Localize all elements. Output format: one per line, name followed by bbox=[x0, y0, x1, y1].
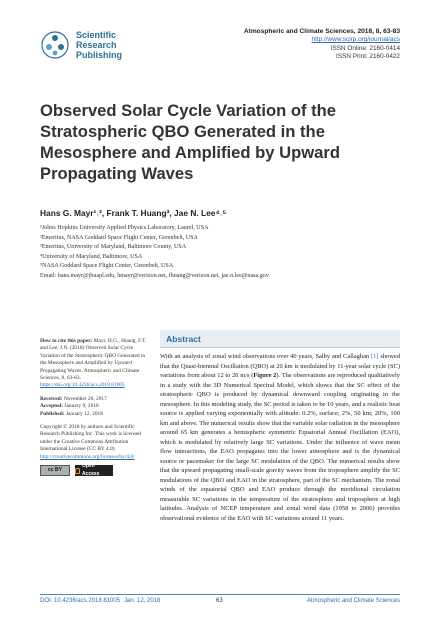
published-date: January 12, 2018 bbox=[65, 410, 103, 417]
publisher-name bbox=[76, 30, 122, 60]
figure-reference: Figure 2 bbox=[253, 372, 277, 379]
footer-journal: Atmospheric and Climate Sciences bbox=[306, 598, 400, 604]
affiliation-item: ⁴University of Maryland, Baltimore, USA bbox=[40, 253, 143, 260]
journal-citation: Atmospheric and Climate Sciences, 2018, 8, 63-83 bbox=[243, 28, 400, 35]
affiliation-item: ²Emeritus, NASA Goddard Space Flight Center, Greenbelt, USA bbox=[40, 234, 198, 241]
paper-title bbox=[40, 100, 380, 184]
page-number: 63 bbox=[216, 598, 223, 604]
abstract-heading: Abstract bbox=[166, 334, 201, 344]
publisher-logo bbox=[40, 28, 190, 64]
abstract-body bbox=[160, 352, 400, 523]
accepted-date: January 9, 2018 bbox=[64, 403, 99, 410]
license-badges bbox=[40, 465, 152, 476]
article-sidebar bbox=[40, 338, 152, 482]
cite-text: Mayr, H.G., Huang, F.T. and Lee, J.N. (2018) Observed Solar Cycle Variation of the Stratospheric QBO Generated in the Mesosphere and Amplified by Upward Propagating Waves. Atmospheric and Climate Sciences, 8, 63-83. bbox=[40, 338, 147, 382]
copyright-text: Copyright © 2018 by authors and Scientific Research Publishing Inc. This work is licensed under the Creative Commons Attribution International License (CC BY 4.0). bbox=[40, 424, 141, 453]
issn-print: ISSN Print: 2160-0422 bbox=[336, 52, 400, 60]
author-emails: Email: hans.mayr@jhuapl.edu, hmayr@verizon.net, fhuang@verizon.net, jae.n.lee@nasa.gov bbox=[40, 272, 269, 279]
cc-by-badge[interactable]: cc BY bbox=[40, 465, 70, 476]
scirp-logo-icon bbox=[40, 30, 70, 60]
accepted-label: Accepted: bbox=[40, 403, 64, 410]
open-access-label: Open Access bbox=[81, 463, 100, 477]
journal-url-link[interactable]: http://www.scirp.org/journal/acs bbox=[311, 36, 400, 44]
dates-block bbox=[40, 396, 152, 418]
footer-divider bbox=[40, 594, 400, 595]
received-date: November 26, 2017 bbox=[63, 395, 107, 402]
cite-doi-link[interactable]: https://doi.org/10.4236/acs.2018.81005 bbox=[40, 382, 125, 389]
affiliations bbox=[40, 224, 400, 282]
affiliation-item: ¹Johns Hopkins University Applied Physics Laboratory, Laurel, USA bbox=[40, 225, 209, 231]
author-list: Hans G. Mayr¹˒², Frank T. Huang³, Jae N. Lee⁴˒⁵ bbox=[40, 208, 227, 218]
license-link[interactable]: http://creativecommons.org/licenses/by/4.0/ bbox=[40, 453, 135, 460]
title-line: Observed Solar Cycle Variation of the bbox=[40, 101, 337, 120]
received-label: Received: bbox=[40, 395, 63, 402]
affiliation-item: ³Emeritus, University of Maryland, Baltimore County, USA bbox=[40, 244, 187, 251]
abstract-header-bar bbox=[160, 330, 400, 348]
publisher-line-2: Research bbox=[76, 40, 117, 50]
footer-doi[interactable]: DOI: 10.4236/acs.2018.81005 bbox=[40, 598, 121, 604]
reference-link[interactable]: [1] bbox=[370, 353, 379, 360]
copyright-block bbox=[40, 424, 152, 476]
title-line: Stratospheric QBO Generated in the bbox=[40, 122, 325, 141]
cite-label: How to cite this paper: bbox=[40, 338, 93, 344]
published-row bbox=[40, 411, 152, 418]
publisher-line-3: Publishing bbox=[76, 50, 122, 60]
abstract-text: showed that the Quasi-biennial Oscillation (QBO) at 20 km is modulated by 11-year solar cycle (SC) variations from about 12 to 20 m/s ( bbox=[160, 353, 400, 379]
abstract-text: ). The observations are reproduced qualitatively in a study with the 3D Numerical Spectral Model, which shows that the SC effect of the stratospheric QBO is produced by dynamical downward coupling originating in the mesosphere. In this modeling study, the SC period is taken to be 10 years, and a realistic heat source is applied varying exponentially with altitude: 0.2%, surface; 2%, 50 km; 20%, 100 km and above. The numerical results show that the variable solar radiation in the mesosphere around 65 km generates a hemispheric symmetric Equatorial Annual Oscillation (EAO), which is modulated by relatively large SC variations. Under the influence of wave mean flow interactions, the EAO propagates into the lower atmosphere and is the dynamical source or pacemaker for the large SC modulation of the QBO. The numerical results show that the upward propagating small-scale gravity waves from the troposphere amplify the SC modulations of the QBO and EAO in the stratosphere, part of the SC mechanism. The zonal winds of the equatorial QBO and EAO produce through the meridional circulation measurable SC variations in the temperature of the stratosphere and troposphere at high latitudes. Analysis of NCEP temperature and zonal wind data (1958 to 2006) provides observational evidence of the EAO with SC variations around 11 years. bbox=[160, 372, 400, 522]
received-row bbox=[40, 396, 152, 403]
journal-info bbox=[244, 28, 400, 61]
citation-block bbox=[40, 338, 152, 390]
publisher-line-1: Scientific bbox=[76, 30, 117, 40]
abstract-text: With an analysis of zonal wind observations over 40 years, Salby and Callaghan bbox=[160, 353, 371, 360]
footer-date: Jan. 12, 2018 bbox=[124, 598, 161, 604]
title-line: Mesosphere and Amplified by Upward bbox=[40, 143, 340, 162]
title-line: Propagating Waves bbox=[40, 164, 194, 183]
open-lock-icon bbox=[75, 468, 80, 474]
affiliation-item: ⁵NASA Goddard Space Flight Center, Greenbelt, USA bbox=[40, 263, 174, 270]
issn-online: ISSN Online: 2160-0414 bbox=[330, 44, 400, 52]
open-access-badge[interactable] bbox=[75, 465, 113, 476]
page-header bbox=[0, 0, 440, 80]
accepted-row bbox=[40, 403, 152, 410]
published-label: Published: bbox=[40, 410, 65, 417]
